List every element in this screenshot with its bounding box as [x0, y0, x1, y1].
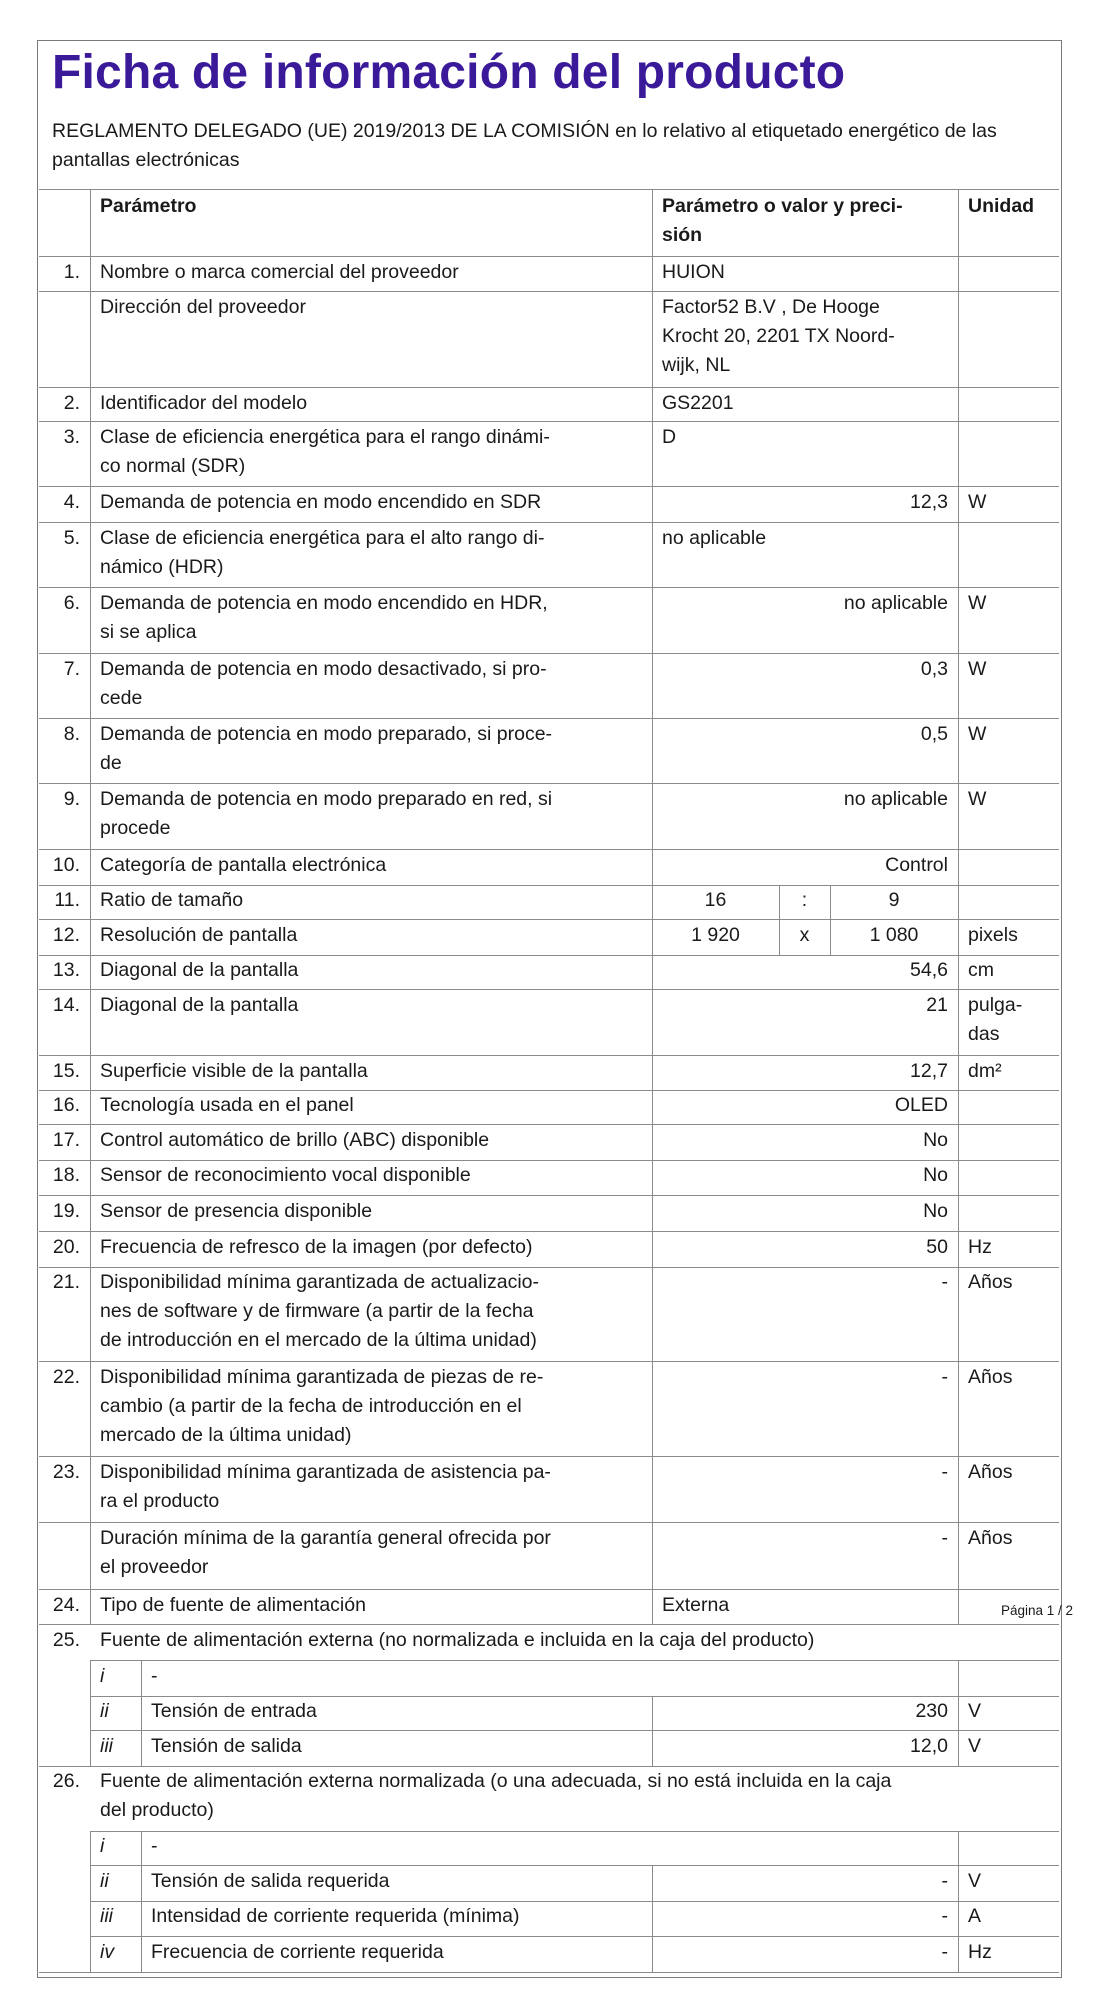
table-rule: [39, 989, 1059, 990]
table-rule: [39, 718, 1059, 719]
subrow-value: -: [941, 1905, 948, 1927]
subrow-numeral: ii: [100, 1700, 109, 1722]
row-parameter-label: Nombre o marca comercial del proveedor: [100, 261, 459, 283]
table-rule: [39, 1624, 1059, 1625]
row-number: 16.: [52, 1094, 80, 1116]
row-parameter-label: Disponibilidad mínima garantizada de asistencia pa-: [100, 1461, 551, 1483]
subrow-unit: V: [968, 1870, 982, 1892]
row-parameter-label: cede: [100, 687, 143, 709]
row-unit: Años: [968, 1271, 1013, 1293]
row-value: Factor52 B.V , De Hooge: [662, 296, 880, 318]
row-value: HUION: [662, 261, 725, 283]
row-parameter-label: si se aplica: [100, 621, 197, 643]
row-value: no aplicable: [843, 788, 948, 810]
table-rule: [39, 1231, 1059, 1232]
table-rule: [39, 387, 1059, 388]
row-parameter-label: Demanda de potencia en modo encendido en SDR: [100, 491, 542, 513]
row-number: 14.: [52, 994, 80, 1016]
split-value-right: 9: [888, 889, 900, 911]
row-value: -: [941, 1527, 948, 1549]
row-value: GS2201: [662, 392, 734, 414]
row-parameter-label: Tecnología usada en el panel: [100, 1094, 354, 1116]
row-unit: dm²: [968, 1060, 1002, 1082]
table-rule: [39, 1522, 1059, 1523]
subrow-unit: V: [968, 1700, 982, 1722]
subrow-numeral: i: [100, 1665, 105, 1687]
subrow-unit: V: [968, 1735, 982, 1757]
subrow-label: Tensión de salida requerida: [151, 1870, 390, 1892]
row-value: Control: [885, 854, 948, 876]
row-unit: Años: [968, 1527, 1013, 1549]
row-parameter-label: Dirección del proveedor: [100, 296, 306, 318]
row-parameter-label: Tipo de fuente de alimentación: [100, 1594, 366, 1616]
split-value-separator: x: [799, 924, 810, 946]
split-value-right: 1 080: [869, 924, 919, 946]
row-value: No: [923, 1200, 948, 1222]
row-number: 20.: [52, 1236, 80, 1258]
table-rule: [39, 1124, 1059, 1125]
table-rule: [39, 849, 1059, 850]
table-rule: [39, 1195, 1059, 1196]
table-column-rule: [779, 885, 780, 919]
row-parameter-label: námico (HDR): [100, 556, 224, 578]
row-number: 19.: [52, 1200, 80, 1222]
subrow-numeral: i: [100, 1835, 105, 1857]
row-parameter-label: Identificador del modelo: [100, 392, 308, 414]
row-value: -: [941, 1271, 948, 1293]
row-parameter-label: Demanda de potencia en modo desactivado, si pro-: [100, 658, 547, 680]
row-unit: W: [968, 592, 987, 614]
row-parameter-label: Control automático de brillo (ABC) disponible: [100, 1129, 490, 1151]
row-value: Externa: [662, 1594, 730, 1616]
subrow-label: -: [151, 1665, 158, 1687]
table-column-rule: [652, 1865, 653, 1972]
row-parameter-label: mercado de la última unidad): [100, 1424, 352, 1446]
row-number: 6.: [63, 592, 80, 614]
row-parameter-label: Diagonal de la pantalla: [100, 994, 299, 1016]
row-parameter-label: de: [100, 752, 122, 774]
table-rule: [39, 256, 1059, 257]
table-column-rule: [958, 1660, 959, 1766]
subrow-value: 12,0: [910, 1735, 948, 1757]
row-number: 10.: [52, 854, 80, 876]
split-value-left: 16: [704, 889, 727, 911]
row-number: 17.: [52, 1129, 80, 1151]
row-value: No: [923, 1164, 948, 1186]
page-indicator: Página 1 / 2: [1000, 1603, 1073, 1618]
row-parameter-label: co normal (SDR): [100, 455, 246, 477]
row-number: 15.: [52, 1060, 80, 1082]
row-value: no aplicable: [662, 527, 767, 549]
row-value: no aplicable: [843, 592, 948, 614]
row-parameter-label: Disponibilidad mínima garantizada de actualizacio-: [100, 1271, 539, 1293]
row-value: 0,3: [920, 658, 948, 680]
table-column-rule: [958, 1831, 959, 1972]
table-rule: [39, 1055, 1059, 1056]
header-value: Parámetro o valor y preci-: [662, 195, 903, 217]
row-value: OLED: [894, 1094, 948, 1116]
table-rule: [39, 291, 1059, 292]
document-title: Ficha de información del producto: [52, 46, 846, 99]
row-value: No: [923, 1129, 948, 1151]
table-column-rule: [830, 885, 831, 919]
row-number: 3.: [63, 426, 80, 448]
subrow-numeral: iii: [100, 1735, 113, 1757]
table-column-rule: [958, 189, 959, 1624]
row-value: 12,7: [910, 1060, 948, 1082]
subrow-value: -: [941, 1941, 948, 1963]
subrow-label: Intensidad de corriente requerida (mínima): [151, 1905, 520, 1927]
subrow-unit: A: [968, 1905, 982, 1927]
row-parameter-label: Disponibilidad mínima garantizada de piezas de re-: [100, 1366, 544, 1388]
table-rule: [39, 486, 1059, 487]
subrow-numeral: ii: [100, 1870, 109, 1892]
row-number: 8.: [63, 723, 80, 745]
row-unit: cm: [968, 959, 994, 981]
header-unit: Unidad: [968, 195, 1035, 217]
row-number: 4.: [63, 491, 80, 513]
row-value: -: [941, 1366, 948, 1388]
row-parameter-label: el proveedor: [100, 1556, 209, 1578]
row-number: 21.: [52, 1271, 80, 1293]
row-number: 5.: [63, 527, 80, 549]
row-parameter-label: Sensor de presencia disponible: [100, 1200, 373, 1222]
subrow-label: -: [151, 1835, 158, 1857]
row-parameter-label: Diagonal de la pantalla: [100, 959, 299, 981]
split-value-left: 1 920: [691, 924, 740, 946]
row-parameter-label: Superficie visible de la pantalla: [100, 1060, 368, 1082]
row-number: 13.: [52, 959, 80, 981]
product-information-sheet: [37, 40, 1073, 1978]
row-value: D: [662, 426, 677, 448]
table-rule: [39, 919, 1059, 920]
row-value: 0,5: [920, 723, 948, 745]
subrow-label: Frecuencia de corriente requerida: [151, 1941, 444, 1963]
row-parameter-label: Sensor de reconocimiento vocal disponible: [100, 1164, 471, 1186]
row-parameter-label: Demanda de potencia en modo preparado en red, si: [100, 788, 553, 810]
row-value: 12,3: [910, 491, 948, 513]
table-rule: [39, 1589, 1059, 1590]
section-label: Fuente de alimentación externa (no normalizada e incluida en la caja del producto): [100, 1629, 815, 1651]
table-rule: [39, 783, 1059, 784]
row-parameter-label: ra el producto: [100, 1490, 220, 1512]
row-value: 54,6: [910, 959, 948, 981]
header-value: sión: [662, 224, 703, 246]
table-rule: [39, 421, 1059, 422]
row-unit: pixels: [968, 924, 1018, 946]
subrow-value: 230: [915, 1700, 948, 1722]
row-unit: W: [968, 658, 987, 680]
row-parameter-label: cambio (a partir de la fecha de introducción en el: [100, 1395, 522, 1417]
row-value: Krocht 20, 2201 TX Noord-: [662, 325, 895, 347]
split-value-separator: :: [801, 889, 808, 911]
row-unit: pulga-: [968, 994, 1023, 1016]
subrow-label: Tensión de salida: [151, 1735, 302, 1757]
section-number: 25.: [52, 1629, 80, 1651]
table-rule: [39, 587, 1059, 588]
table-rule: [90, 1936, 1059, 1937]
section-number: 26.: [52, 1770, 80, 1792]
section-label: Fuente de alimentación externa normalizada (o una adecuada, si no está incluida en la caja: [100, 1770, 892, 1792]
row-unit: W: [968, 723, 987, 745]
subrow-numeral: iv: [100, 1941, 115, 1963]
table-column-rule: [779, 919, 780, 955]
row-number: 7.: [63, 658, 80, 680]
table-column-rule: [90, 1831, 91, 1972]
row-number: 22.: [52, 1366, 80, 1388]
row-parameter-label: Clase de eficiencia energética para el rango dinámi-: [100, 426, 550, 448]
row-number: 1.: [63, 261, 80, 283]
subrow-numeral: iii: [100, 1905, 113, 1927]
row-parameter-label: Categoría de pantalla electrónica: [100, 854, 387, 876]
row-parameter-label: Duración mínima de la garantía general ofrecida por: [100, 1527, 551, 1549]
row-unit: Años: [968, 1461, 1013, 1483]
table-rule: [90, 1660, 1059, 1661]
row-unit: Hz: [968, 1236, 992, 1258]
row-parameter-label: Clase de eficiencia energética para el alto rango di-: [100, 527, 545, 549]
row-number: 9.: [63, 788, 80, 810]
table-column-rule: [141, 1660, 142, 1766]
row-number: 18.: [52, 1164, 80, 1186]
subrow-unit: Hz: [968, 1941, 992, 1963]
row-unit: W: [968, 788, 987, 810]
row-number: 12.: [52, 924, 80, 946]
row-unit: Años: [968, 1366, 1013, 1388]
table-rule: [39, 1456, 1059, 1457]
table-rule: [39, 1972, 1059, 1973]
table-rule: [39, 1361, 1059, 1362]
row-parameter-label: procede: [100, 817, 171, 839]
table-column-rule: [652, 1696, 653, 1766]
row-value: -: [941, 1461, 948, 1483]
row-value: 50: [926, 1236, 948, 1258]
row-number: 2.: [63, 392, 80, 414]
row-parameter-label: nes de software y de firmware (a partir de la fecha: [100, 1300, 534, 1322]
row-unit: das: [968, 1023, 1000, 1045]
table-rule: [39, 653, 1059, 654]
header-parameter: Parámetro: [100, 195, 197, 217]
subrow-value: -: [941, 1870, 948, 1892]
table-rule: [90, 1865, 1059, 1866]
table-column-rule: [90, 1660, 91, 1766]
row-parameter-label: Resolución de pantalla: [100, 924, 298, 946]
table-column-rule: [90, 189, 91, 1624]
table-column-rule: [830, 919, 831, 955]
row-number: 24.: [52, 1594, 80, 1616]
section-label: del producto): [100, 1799, 214, 1821]
row-parameter-label: Frecuencia de refresco de la imagen (por defecto): [100, 1236, 533, 1258]
row-parameter-label: Demanda de potencia en modo preparado, si proce-: [100, 723, 553, 745]
table-column-rule: [141, 1831, 142, 1972]
row-parameter-label: de introducción en el mercado de la última unidad): [100, 1329, 537, 1351]
table-column-rule: [652, 189, 653, 1624]
table-rule: [39, 522, 1059, 523]
table-rule: [90, 1730, 1059, 1731]
row-number: 23.: [52, 1461, 80, 1483]
row-unit: W: [968, 491, 987, 513]
row-number: 11.: [54, 889, 80, 911]
regulation-text: REGLAMENTO DELEGADO (UE) 2019/2013 DE LA COMISIÓN en lo relativo al etiquetado energético de las pantallas electrónicas: [52, 120, 997, 171]
row-value: 21: [926, 994, 948, 1016]
table-rule: [39, 189, 1059, 190]
row-value: wijk, NL: [662, 354, 731, 376]
row-parameter-label: Demanda de potencia en modo encendido en HDR,: [100, 592, 548, 614]
row-parameter-label: Ratio de tamaño: [100, 889, 244, 911]
subrow-label: Tensión de entrada: [151, 1700, 317, 1722]
